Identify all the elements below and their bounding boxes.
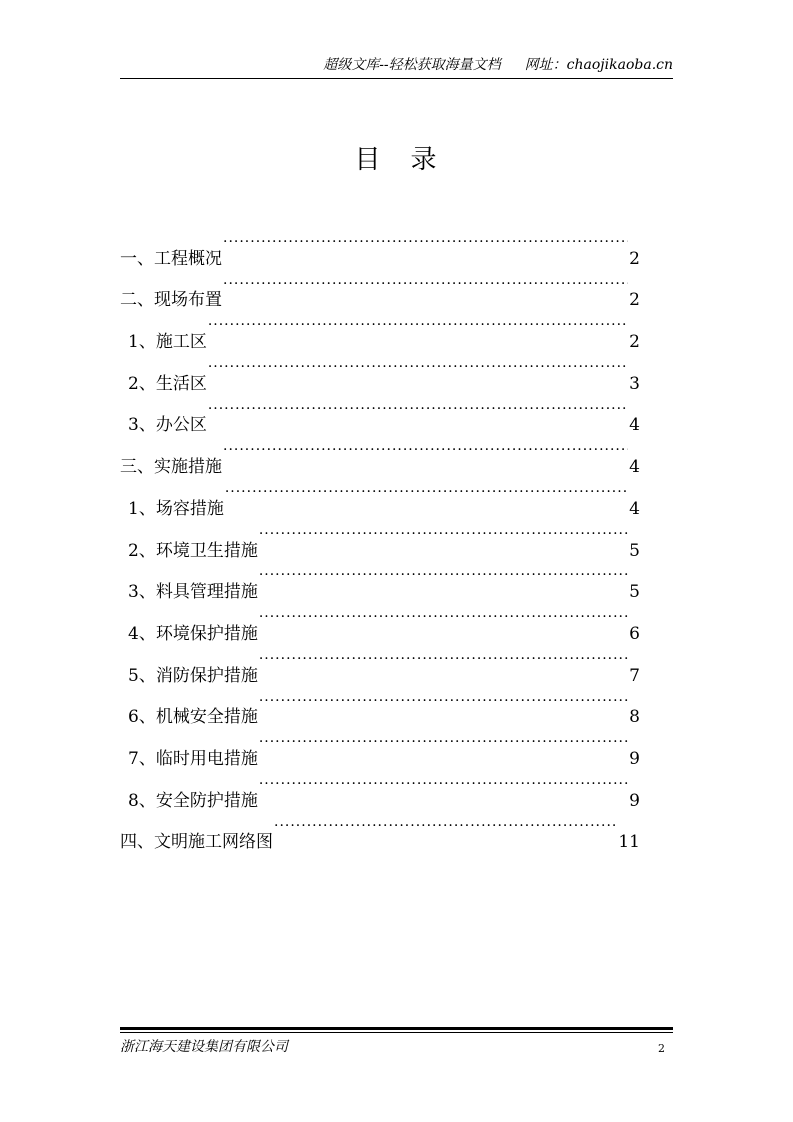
toc-entry-label: 3、料具管理措施	[128, 582, 258, 603]
toc-entry-page: 7	[629, 665, 640, 686]
toc-entry-page: 8	[629, 707, 640, 728]
toc-dot-leader	[208, 347, 628, 389]
toc-dot-leader	[259, 681, 628, 723]
toc-dot-leader	[225, 472, 628, 514]
toc-entry-page: 2	[629, 290, 640, 311]
toc-entry-label: 8、安全防护措施	[128, 790, 258, 811]
page-header	[120, 55, 673, 79]
footer-rule	[120, 1027, 673, 1033]
toc-entry-page: 5	[629, 540, 640, 561]
toc-entry-page: 6	[629, 623, 640, 644]
toc-entry-label: 三、实施措施	[120, 457, 222, 478]
toc-dot-leader	[259, 722, 628, 764]
toc-entry-page: 11	[618, 832, 640, 853]
toc-dot-leader	[259, 514, 628, 556]
header-site-name: 超级文库--轻松获取海量文档	[323, 57, 501, 73]
toc-entry-label: 6、机械安全措施	[128, 707, 258, 728]
footer-company-name: 浙江海天建设集团有限公司	[120, 1039, 288, 1055]
toc-entry-page: 4	[629, 415, 640, 436]
toc-entry-label: 7、临时用电措施	[128, 748, 258, 769]
footer-rule-thick	[120, 1027, 673, 1030]
toc-dot-leader	[223, 430, 628, 472]
toc-entry[interactable]	[120, 222, 640, 269]
toc-entry-page: 9	[629, 748, 640, 769]
toc-dot-leader	[208, 305, 628, 347]
toc-entry-page: 3	[629, 373, 640, 394]
toc-entry-label: 二、现场布置	[120, 290, 222, 311]
toc-dot-leader	[259, 764, 628, 806]
title-char-1: 目	[354, 145, 383, 175]
footer-rule-thin	[120, 1032, 673, 1033]
toc-entry-label: 2、环境卫生措施	[128, 540, 258, 561]
title-char-2: 录	[410, 145, 439, 175]
toc-entry-label: 1、施工区	[128, 332, 207, 353]
toc-dot-leader	[274, 806, 617, 848]
toc-entry-label: 3、办公区	[128, 415, 207, 436]
toc-dot-leader	[208, 389, 628, 431]
footer-page-number: 2	[658, 1042, 665, 1055]
page-title	[0, 140, 793, 180]
toc-entry-label: 4、环境保护措施	[128, 623, 258, 644]
toc-entry-page: 9	[629, 790, 640, 811]
toc-dot-leader	[259, 597, 628, 639]
table-of-contents	[120, 222, 640, 853]
header-url: 网址：chaojikaoba.cn	[524, 57, 673, 73]
toc-entry-label: 一、工程概况	[120, 248, 222, 269]
toc-entry-label: 2、生活区	[128, 373, 207, 394]
toc-entry-page: 5	[629, 582, 640, 603]
toc-dot-leader	[259, 639, 628, 681]
toc-dot-leader	[259, 556, 628, 598]
toc-entry-label: 四、文明施工网络图	[120, 832, 273, 853]
toc-entry-page: 2	[629, 248, 640, 269]
toc-entry-page: 2	[629, 332, 640, 353]
toc-entry-page: 4	[629, 457, 640, 478]
toc-entry-label: 1、场容措施	[128, 498, 224, 519]
toc-entry-label: 5、消防保护措施	[128, 665, 258, 686]
toc-dot-leader	[223, 264, 628, 306]
toc-entry-page: 4	[629, 498, 640, 519]
toc-dot-leader	[223, 222, 628, 264]
